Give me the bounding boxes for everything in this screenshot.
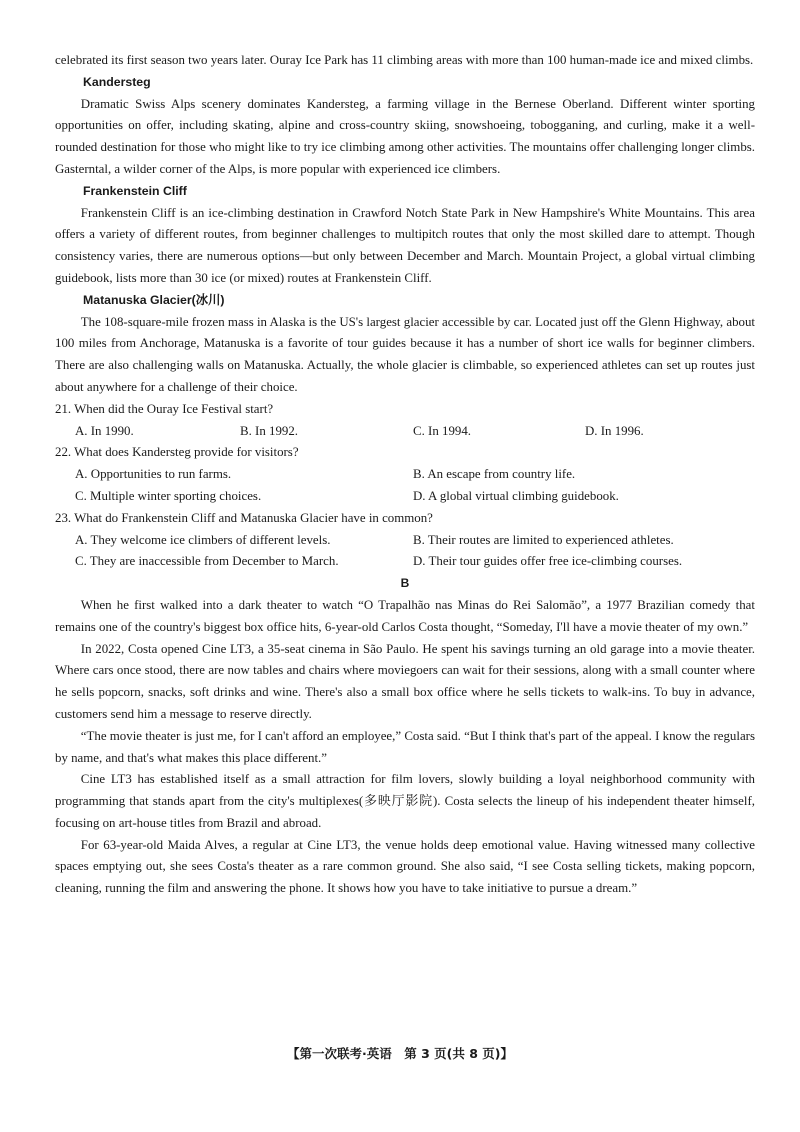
options-list: [55, 530, 755, 574]
matanuska-heading: Matanuska Glacier(冰川): [83, 292, 225, 307]
option-a: A. They welcome ice climbers of different levels.: [75, 532, 331, 547]
section-b-letter: B: [400, 576, 410, 591]
option-d: D. A global virtual climbing guidebook.: [413, 488, 619, 503]
options-list: [55, 421, 755, 443]
passage-b-paragraph: For 63-year-old Maida Alves, a regular at Cine LT3, the venue holds deep emotional value. Having witnessed many collective spaces emptying out, she sees Costa's theater as a rare common ground. She also said, “I see Costa selling tickets, making popcorn, cleaning, running the film and answering the phone. It shows how you have to take initiative to pursue a dream.”: [55, 837, 755, 896]
passage-b-paragraph: In 2022, Costa opened Cine LT3, a 35-seat cinema in São Paulo. He spent his savings turning an old garage into a movie theater. Where cars once stood, there are now tables and chairs where moviegoers can wait for their sessions, along with a small counter where he sells popcorn, snacks, soft drinks and wine. There's also a small box office where he sells tickets to walk-ins. To buy in advance, customers send him a message to reserve directly.: [55, 641, 755, 721]
option-a: A. Opportunities to run farms.: [75, 467, 232, 482]
kandersteg-paragraph: Dramatic Swiss Alps scenery dominates Kandersteg, a farming village in the Bernese Oberland. Different winter sporting opportunities on offer, including skating, alpine and cross-country skiing, snowshoeing, tobogganing, and curling, make it a well-rounded destination for those who might like to try ice climbing among other activities. The mountains offer challenging longer climbs. Gasterntal, a wilder corner of the Alps, is more popular with experienced ice climbers.: [55, 96, 755, 176]
passage-b-paragraph: When he first walked into a dark theater to watch “O Trapalhão nas Minas do Rei Salomão”, a 1977 Brazilian comedy that remains one of the country's biggest box office hits, 6-year-old Carlos Costa thought, “Someday, I'll have a movie theater of my own.”: [55, 597, 755, 634]
question-stem: 22. What does Kandersteg provide for visitors?: [55, 445, 299, 460]
question-stem: 21. When did the Ouray Ice Festival start?: [55, 401, 274, 416]
question-stem: 23. What do Frankenstein Cliff and Matanuska Glacier have in common?: [55, 510, 433, 525]
option-b: B. Their routes are limited to experienced athletes.: [413, 532, 674, 547]
question-23: [55, 508, 755, 573]
frankenstein-paragraph: Frankenstein Cliff is an ice-climbing destination in Crawford Notch State Park in New Hampshire's White Mountains. This area offers a variety of different routes, from beginner challenges to multipitch routes that only the most skilled dare to attempt. Though consistency varies, there are numerous options—but only between December and March. Mountain Project, a global virtual climbing guidebook, lists more than 30 ice (or mixed) routes at Frankenstein Cliff.: [55, 205, 755, 285]
kandersteg-heading: Kandersteg: [83, 74, 151, 89]
option-c: C. They are inaccessible from December to March.: [75, 554, 339, 569]
frankenstein-heading: Frankenstein Cliff: [83, 183, 187, 198]
question-21: [55, 399, 755, 443]
option-c: C. Multiple winter sporting choices.: [75, 488, 262, 503]
question-22: [55, 442, 755, 507]
passage-b-paragraph: “The movie theater is just me, for I can't afford an employee,” Costa said. “But I think that's part of the appeal. I know the regulars by name, and that's what makes this place different.”: [55, 728, 755, 765]
option-c: C. In 1994.: [413, 423, 472, 438]
passage-a-intro-continuation: celebrated its first season two years later. Ouray Ice Park has 11 climbing areas with more than 100 human-made ice and mixed climbs.: [55, 53, 754, 67]
options-list: [55, 464, 755, 508]
option-b: B. In 1992.: [240, 423, 299, 438]
option-d: D. Their tour guides offer free ice-climbing courses.: [413, 554, 683, 569]
matanuska-paragraph: The 108-square-mile frozen mass in Alaska is the US's largest glacier accessible by car. Located just off the Glenn Highway, about 100 miles from Anchorage, Matanuska is a favorite of tour guides because it has a number of short ice walls for beginner climbers. There are also challenging walls on Matanuska. Actually, the whole glacier is climbable, so experienced athletes can set up routes just about anywhere for a challenge of their choice.: [55, 314, 755, 394]
option-b: B. An escape from country life.: [413, 467, 576, 482]
passage-b-paragraph: Cine LT3 has established itself as a small attraction for film lovers, slowly building a loyal neighborhood community with programming that stands apart from the city's multiplexes(多映厅影院). Costa selects the lineup of his independent theater himself, focusing on art-house titles from Brazil and abroad.: [55, 772, 755, 830]
option-a: A. In 1990.: [75, 423, 134, 438]
option-d: D. In 1996.: [585, 423, 644, 438]
page-content: [55, 50, 755, 900]
page-footer: 【第一次联考·英语 第 3 页(共 8 页)】: [287, 1046, 513, 1061]
